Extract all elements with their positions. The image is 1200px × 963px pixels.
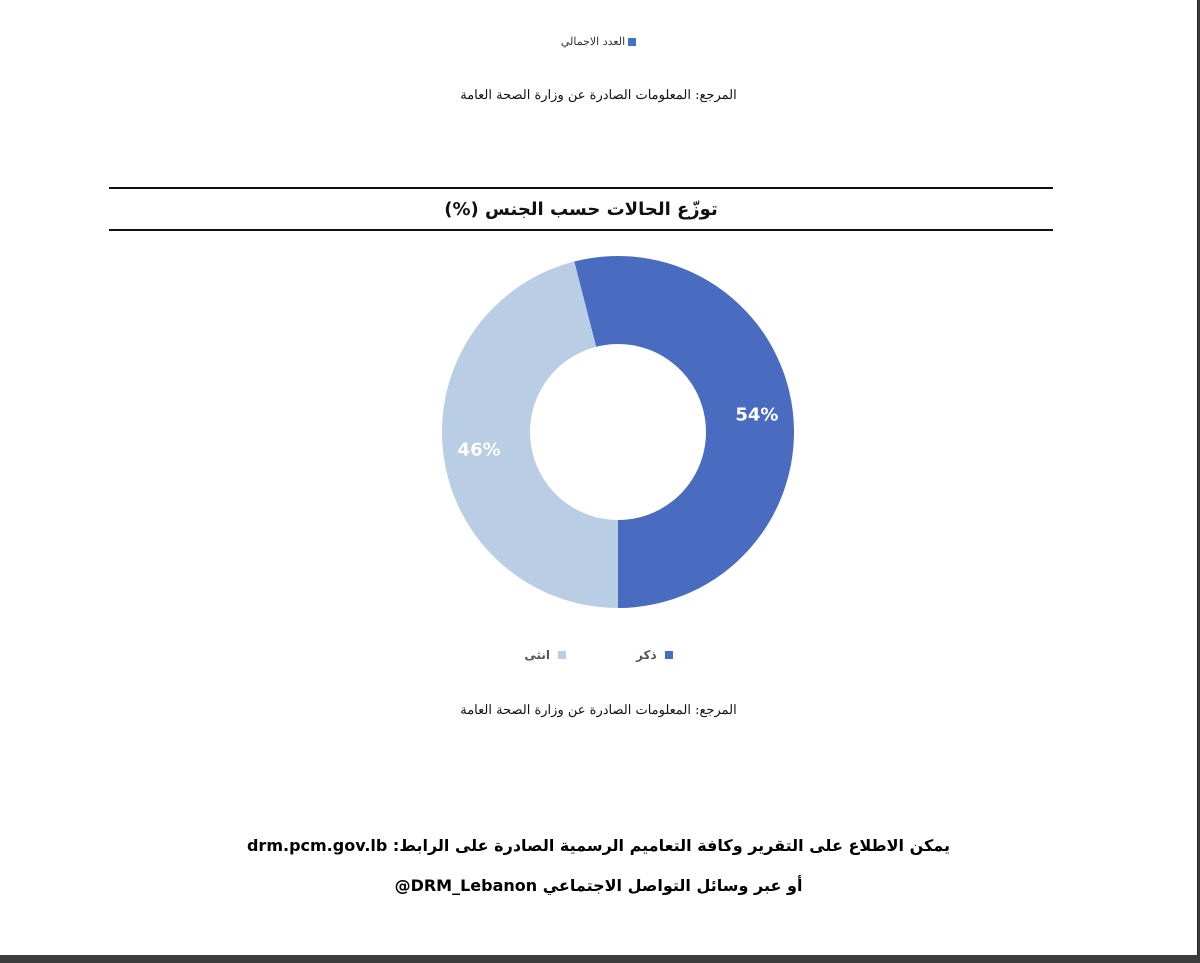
data-label-female: 46%	[457, 439, 501, 461]
legend-item-male	[636, 648, 673, 662]
source-note-top: المرجع: المعلومات الصادرة عن وزارة الصحة العامة	[460, 88, 737, 103]
section-title: توزّع الحالات حسب الجنس (%)	[444, 198, 718, 220]
footer-link-line: يمكن الاطلاع على التقرير وكافة التعاميم الرسمية الصادرة على الرابط: drm.pcm.gov.lb	[246, 836, 951, 855]
gender-donut-chart	[420, 250, 820, 640]
legend-swatch-total	[628, 38, 636, 46]
data-label-male: 54%	[735, 404, 779, 426]
source-note-bottom: المرجع: المعلومات الصادرة عن وزارة الصحة العامة	[460, 703, 737, 718]
legend-label-total: العدد الاجمالي	[560, 35, 626, 48]
legend-label-female: انثى	[524, 648, 551, 662]
legend-label-male: ذكر	[636, 648, 657, 662]
section-title-box	[109, 187, 1053, 231]
legend-swatch-male	[665, 651, 673, 659]
legend-swatch-female	[558, 651, 566, 659]
chart-legend	[0, 648, 1197, 662]
footer-social-line: أو عبر وسائل التواصل الاجتماعي DRM_Lebanon@	[394, 876, 803, 895]
legend-item-female	[524, 648, 566, 662]
top-chart-legend	[0, 35, 1197, 48]
